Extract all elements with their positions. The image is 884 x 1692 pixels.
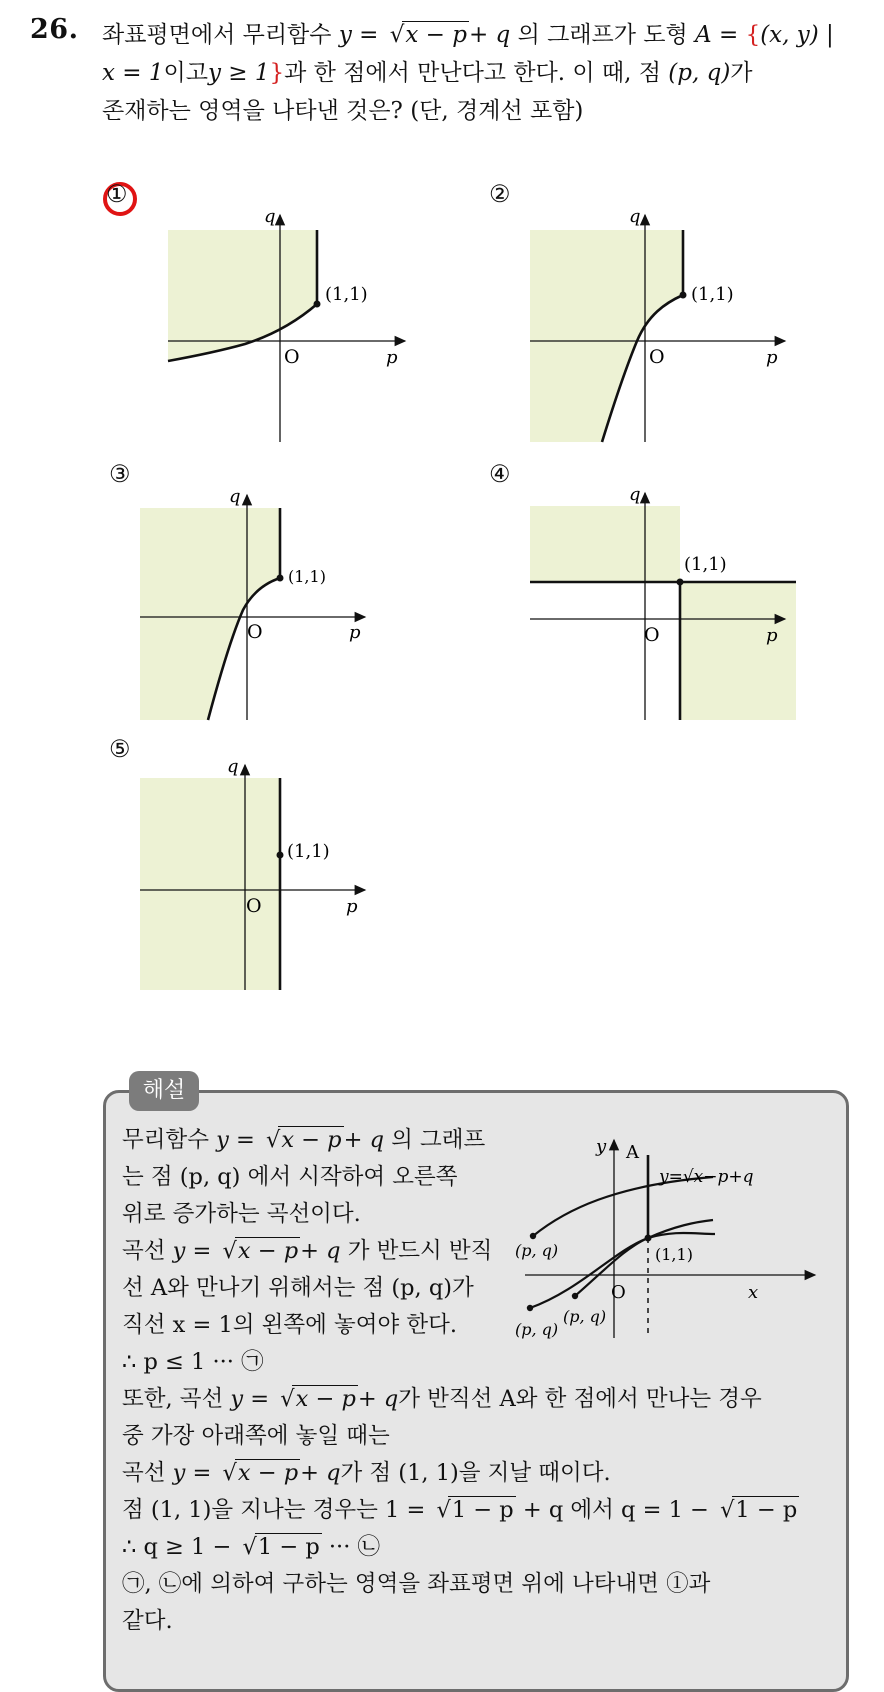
q-label: q [629, 206, 641, 227]
point-pq-upper [530, 1233, 536, 1239]
point-1-1 [645, 1235, 652, 1242]
svg-text:O: O [611, 1282, 626, 1303]
origin-label: O [246, 895, 262, 917]
point-1-1 [277, 852, 284, 859]
option-4-graph[interactable] [530, 484, 800, 728]
q-label: q [229, 486, 241, 507]
p-label: p [386, 347, 398, 368]
svg-text:(p, q): (p, q) [515, 1241, 559, 1260]
svg-text:x: x [748, 1282, 759, 1303]
svg-text:A: A [626, 1142, 639, 1163]
stem-line-3: 존재하는 영역을 나타낸 것은? (단, 경계선 포함) [102, 98, 584, 124]
solution-text: 무리함수 y = √ x − p+ q 의 그래프 는 점 (p, q) 에서 시작하여 오른쪽 위로 증가하는 곡선이다. 곡선 y = √ x − p+ q 가 반드시 반직 선 A와 만나기 위해서는 점 (p, q)가 직선 x = 1의 왼쪽에 놓여야 한다. ∴ p ≤ 1 ··· ㉠ 또한, 곡선 y = √ x − p+ q가 반직선 A와 한 점에서 만나는 경우 중 가장 아래쪽에 놓일 때는 곡선 y = √ x − p+ q가 점 (1, 1)을 지날 때이다. 점 (1, 1)을 지나는 경우는 1 = √ 1 − p + q 에서 q = 1 − √ 1 − p ∴ q ≥ 1 − √ 1 − p ··· ㉡ ㉠, ㉡에 의하여 구하는 영역을 좌표평면 위에 나타내면 ①과 같다. [122, 1122, 842, 1640]
option-3-graph[interactable] [140, 486, 410, 730]
shaded-region-lower-right [680, 582, 796, 720]
svg-text:y=√x−p+q: y=√x−p+q [659, 1167, 754, 1187]
point-pq-lower [527, 1305, 533, 1311]
q-label: q [264, 206, 276, 227]
p-label: p [766, 625, 778, 646]
point-label: (1,1) [684, 554, 727, 575]
p-label: p [766, 347, 778, 368]
question-number: 26. [30, 14, 79, 45]
origin-label: O [644, 624, 660, 646]
svg-text:(1,1): (1,1) [655, 1245, 693, 1264]
option-1-graph[interactable] [150, 206, 420, 450]
point-1-1 [277, 575, 284, 582]
option-3-number[interactable]: ③ [109, 460, 131, 488]
svg-text:y: y [596, 1136, 607, 1157]
option-4-number[interactable]: ④ [489, 460, 511, 488]
point-label: (1,1) [691, 284, 734, 305]
sqrt: √ x − p [402, 21, 469, 48]
option-2-graph[interactable] [530, 206, 800, 450]
shaded-region [140, 778, 280, 990]
stem-line-1: 좌표평면에서 무리함수 y = √ x − p+ q 의 그래프가 도형 A = {(x, y) | [102, 16, 872, 54]
option-5-graph[interactable] [140, 756, 410, 1000]
svg-text:(p, q): (p, q) [563, 1307, 607, 1326]
point-label: (1,1) [325, 284, 368, 305]
stem-line-2: x = 1이고y ≥ 1}과 한 점에서 만난다고 한다. 이 때, 점 (p, q)가 [102, 60, 753, 86]
shaded-region-upper-left [530, 506, 680, 582]
svg-text:(p, q): (p, q) [515, 1320, 559, 1339]
point-1-1 [314, 301, 321, 308]
p-label: p [346, 896, 358, 917]
option-5-number[interactable]: ⑤ [109, 735, 131, 763]
origin-label: O [649, 346, 665, 368]
option-2-number[interactable]: ② [489, 180, 511, 208]
shaded-region [140, 508, 280, 720]
q-label: q [227, 756, 239, 777]
shaded-region [530, 230, 683, 442]
origin-label: O [247, 621, 263, 643]
point-1-1 [677, 579, 684, 586]
point-label: (1,1) [288, 567, 326, 586]
option-1-number[interactable]: ① [106, 180, 128, 208]
point-pq-middle [572, 1293, 578, 1299]
point-label: (1,1) [287, 841, 330, 862]
origin-label: O [284, 346, 300, 368]
point-1-1 [680, 292, 687, 299]
q-label: q [629, 484, 641, 505]
p-label: p [349, 622, 361, 643]
solution-figure [515, 1130, 825, 1342]
question-stem [102, 16, 872, 130]
solution-tag: 해설 [129, 1071, 199, 1111]
